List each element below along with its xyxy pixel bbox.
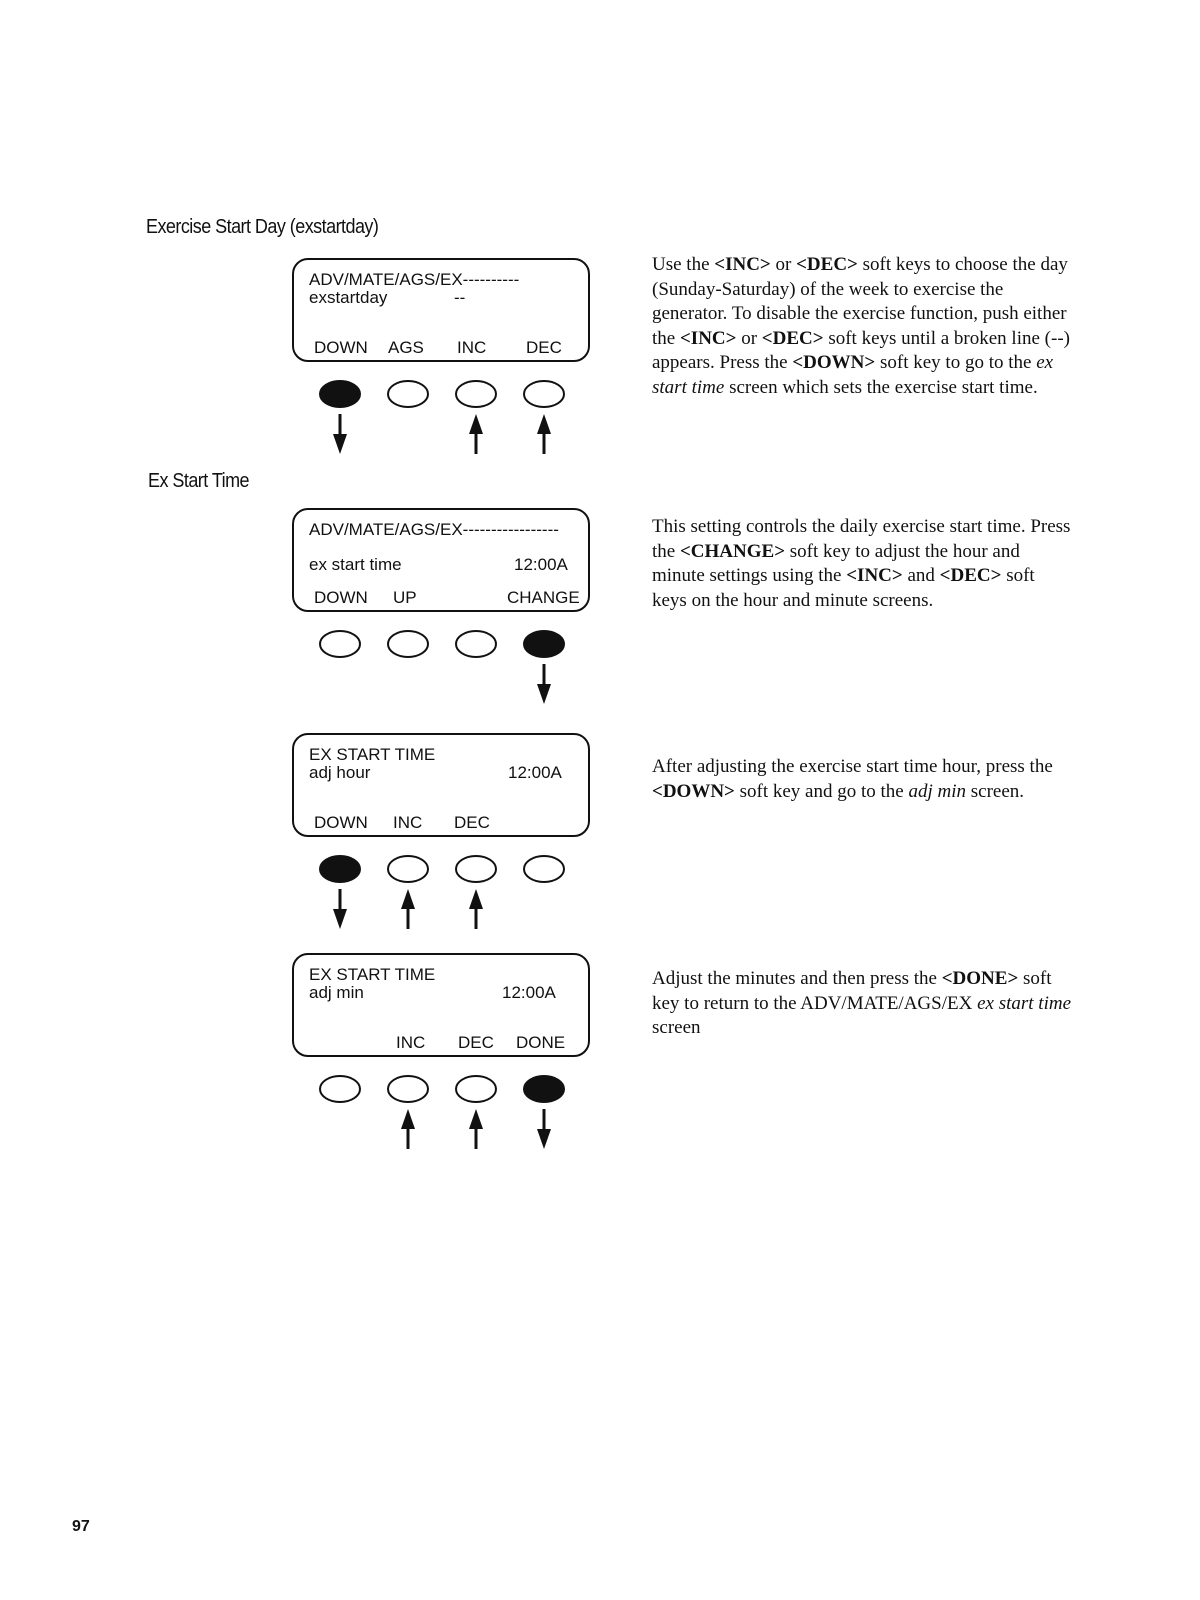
text-run: soft key and go to the — [734, 780, 909, 802]
lcd-setting-value: 12:00A — [508, 763, 562, 782]
lcd-screen-adj-hour — [292, 733, 590, 837]
text-run: or — [770, 254, 797, 275]
softkey-row-adj-hour — [0, 853, 600, 953]
lcd-menu-path: EX START TIME — [309, 745, 436, 764]
key-name: <DONE> — [941, 968, 1019, 989]
softkey-label-1: DOWN — [314, 338, 368, 357]
text-run: or — [736, 327, 762, 349]
softkey-button-4[interactable] — [524, 381, 564, 407]
softkey-button-2[interactable] — [388, 1076, 428, 1102]
key-name: <DOWN> — [792, 352, 876, 373]
softkey-button-3[interactable] — [456, 1076, 496, 1102]
text-run: soft key to adjust the hour and minute settings using the — [652, 540, 1020, 586]
text-run: soft keys to choose the day (Sunday-Saturday) of the week to exercise the generator. To disable the exercise function, push either the — [652, 254, 1068, 349]
lcd-menu-path: ADV/MATE/AGS/EX----------------- — [309, 520, 559, 539]
text-run: Adjust the minutes and then press the — [652, 968, 942, 989]
softkey-label-2: AGS — [388, 338, 424, 357]
softkey-label-3: INC — [457, 338, 487, 357]
key-name: <DEC> — [939, 565, 1002, 586]
key-name: <INC> — [679, 327, 737, 349]
softkey-button-pressed-4[interactable] — [524, 1076, 564, 1102]
softkey-label-3: DEC — [458, 1033, 494, 1052]
softkey-button-pressed-4[interactable] — [524, 631, 564, 657]
description-adj-hour — [652, 755, 1072, 804]
text-run: soft key to return to the ADV/MATE/AGS/EX — [652, 968, 1052, 1014]
text-run: and — [902, 565, 940, 586]
arrow-down-icon — [537, 684, 551, 704]
softkey-label-3: DEC — [454, 813, 490, 832]
softkey-button-pressed-1[interactable] — [320, 856, 360, 882]
screen-name: ex start time — [977, 992, 1072, 1014]
lcd-screen-ex-start-time — [292, 508, 590, 612]
key-name: <INC> — [846, 565, 903, 586]
softkey-button-2[interactable] — [388, 631, 428, 657]
lcd-setting-label: ex start time — [309, 555, 402, 574]
lcd-screen-adj-min — [292, 953, 590, 1057]
softkey-label-2: UP — [393, 588, 417, 607]
section-heading-exercise-start-day: Exercise Start Day (exstartday) — [146, 216, 379, 238]
softkey-button-3[interactable] — [456, 856, 496, 882]
key-name: <DEC> — [796, 254, 858, 275]
text-run: screen which sets the exercise start time. — [724, 376, 1038, 398]
lcd-setting-value: 12:00A — [514, 555, 568, 574]
key-name: <DOWN> — [652, 780, 735, 802]
key-name: <DEC> — [761, 327, 824, 349]
text-run: screen — [652, 1017, 701, 1038]
softkey-label-2: INC — [393, 813, 423, 832]
page-number: 97 — [72, 1518, 90, 1535]
text-run: This setting controls the daily exercise start time. Press the — [652, 516, 1071, 562]
softkey-button-2[interactable] — [388, 381, 428, 407]
softkey-label-4: DONE — [516, 1033, 566, 1052]
description-ex-start-time — [652, 515, 1072, 613]
softkey-label-4: CHANGE — [507, 588, 580, 607]
arrow-down-icon — [333, 434, 347, 454]
softkey-label-4: DEC — [526, 338, 562, 357]
text-run: After adjusting the exercise start time hour, press the — [652, 756, 1053, 777]
description-adj-min — [652, 967, 1072, 1041]
softkey-button-3[interactable] — [456, 381, 496, 407]
key-name: <INC> — [714, 254, 771, 275]
description-exstartday — [652, 253, 1072, 400]
text-run: Use the — [652, 254, 715, 275]
lcd-menu-path: ADV/MATE/AGS/EX---------- — [309, 270, 520, 289]
lcd-setting-label: adj min — [309, 983, 364, 1002]
arrow-down-icon — [333, 909, 347, 929]
softkey-row-exstartday — [0, 378, 600, 478]
lcd-setting-value: 12:00A — [502, 983, 556, 1002]
softkey-button-4[interactable] — [524, 856, 564, 882]
softkey-button-pressed-1[interactable] — [320, 381, 360, 407]
lcd-setting-label: exstartday — [309, 288, 388, 307]
softkey-label-2: INC — [396, 1033, 426, 1052]
softkey-label-1: DOWN — [314, 588, 368, 607]
softkey-button-2[interactable] — [388, 856, 428, 882]
text-run: screen. — [966, 780, 1025, 802]
text-run: soft key to go to the — [875, 352, 1037, 373]
softkey-row-ex-start-time — [0, 628, 600, 728]
lcd-setting-value: -- — [454, 288, 466, 307]
text-run: soft keys on the hour and minute screens. — [652, 565, 1035, 611]
softkey-button-1[interactable] — [320, 631, 360, 657]
lcd-setting-label: adj hour — [309, 763, 371, 782]
section-heading-ex-start-time: Ex Start Time — [148, 470, 250, 492]
softkey-button-1[interactable] — [320, 1076, 360, 1102]
key-name: <CHANGE> — [679, 540, 786, 562]
arrow-down-icon — [537, 1129, 551, 1149]
lcd-screen-exstartday — [292, 258, 590, 362]
softkey-label-1: DOWN — [314, 813, 368, 832]
softkey-button-3[interactable] — [456, 631, 496, 657]
screen-name: ex start time — [652, 352, 1054, 398]
screen-name: adj min — [908, 780, 967, 802]
text-run: soft keys until a broken line (--) appears. Press the — [652, 327, 1070, 373]
softkey-row-adj-min — [0, 1073, 600, 1173]
lcd-menu-path: EX START TIME — [309, 965, 436, 984]
